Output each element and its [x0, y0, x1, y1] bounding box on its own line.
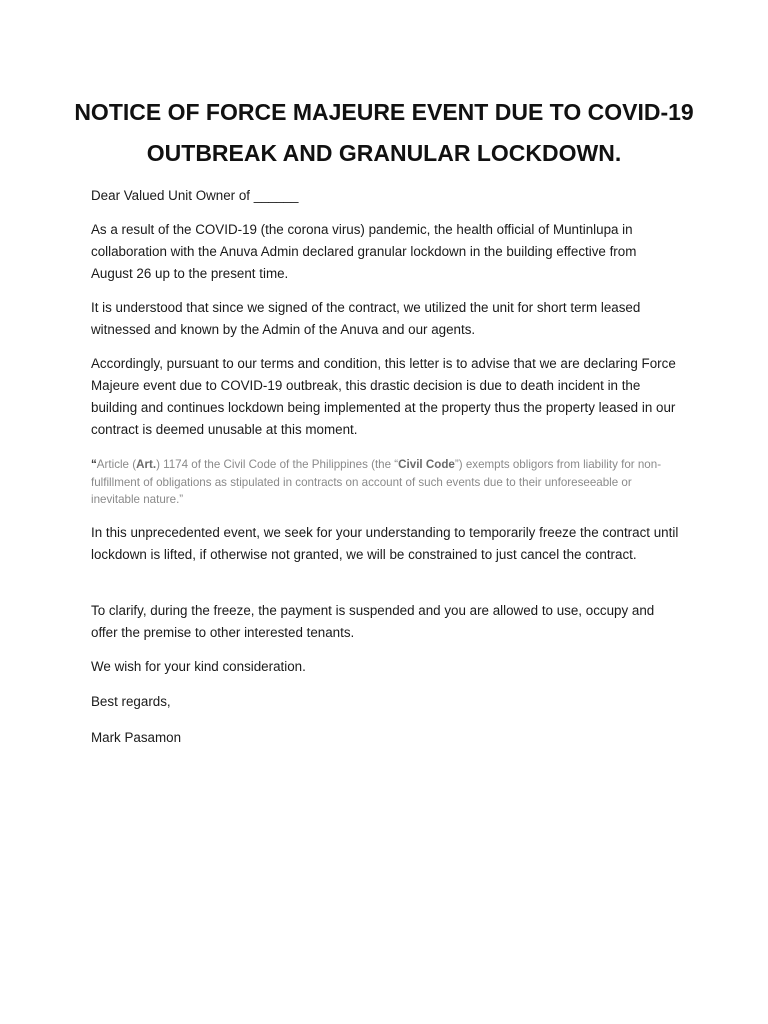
paragraph-payment-suspended: To clarify, during the freeze, the payment is suspended and you are allowed to use, occupy and offer the premise to other interested tenants. — [91, 603, 655, 640]
quote-civil-code: Civil Code — [398, 458, 455, 471]
paragraph-force-majeure-declaration: Accordingly, pursuant to our terms and condition, this letter is to advise that we are declaring Force Majeure event due to COVID-19 outbreak, this drastic decision is due to death incident in the building and continues lockdown being implemented at the property thus the property leased in our contract is deemed unusable at this moment. — [91, 356, 676, 437]
paragraph-lockdown-declaration: As a result of the COVID-19 (the corona virus) pandemic, the health official of Muntinlupa in collaboration with the Anuva Admin declared granular lockdown in the building effective from August 26 up to the present time. — [91, 222, 637, 281]
document-title: NOTICE OF FORCE MAJEURE EVENT DUE TO COVID-19 OUTBREAK AND GRANULAR LOCKDOWN. — [74, 99, 694, 166]
quote-part-2: ) 1174 of the Civil Code of the Philippines (the “ — [156, 458, 399, 471]
closing: Best regards, — [91, 694, 171, 709]
quote-part-3: ”) exempts obligors from liability for non-fulfillment of obligations as stipulated in contracts on account of such events due to their unforeseeable or inevitable nature.” — [91, 458, 662, 506]
civil-code-quote — [91, 456, 681, 509]
paragraph-kind-consideration: We wish for your kind consideration. — [91, 659, 306, 674]
salutation: Dear Valued Unit Owner of ______ — [91, 188, 299, 203]
paragraph-short-term-lease: It is understood that since we signed of the contract, we utilized the unit for short term leased witnessed and known by the Admin of the Anuva and our agents. — [91, 300, 641, 337]
quote-open-mark: “ — [91, 458, 97, 471]
quote-part-1: Article ( — [96, 458, 137, 471]
quote-art-abbrev: Art. — [136, 458, 157, 471]
signatory-name: Mark Pasamon — [91, 730, 182, 745]
paragraph-freeze-request: In this unprecedented event, we seek for your understanding to temporarily freeze the contract until lockdown is lifted, if otherwise not granted, we will be constrained to just cancel the contract. — [91, 525, 679, 562]
